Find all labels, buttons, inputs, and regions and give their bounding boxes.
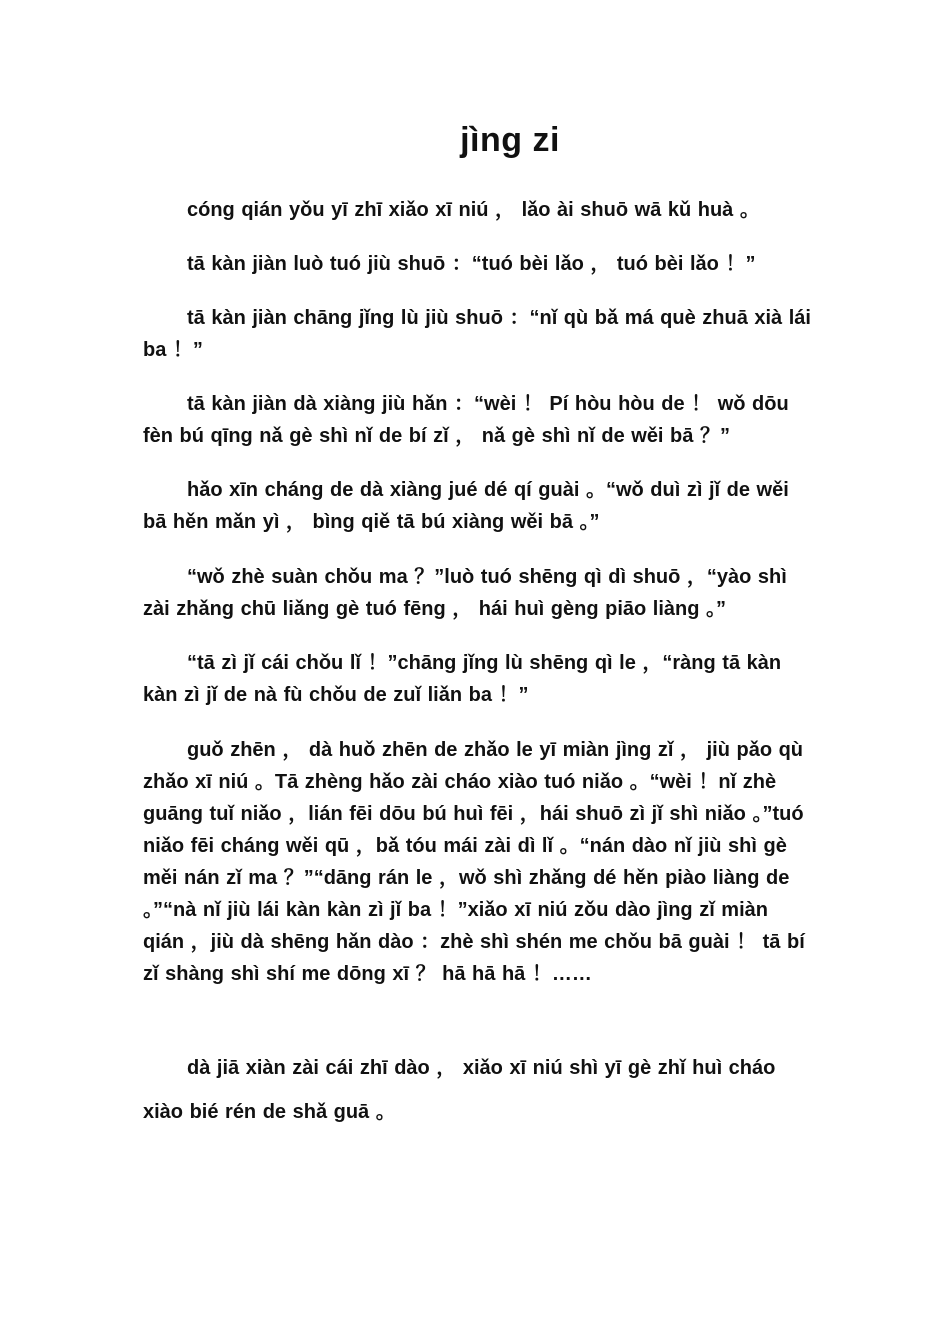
paragraph-1: cóng qián yǒu yī zhī xiǎo xī niú ， lǎo ài shuō wā kǔ huà 。 xyxy=(187,199,760,221)
page-title: jìng zi xyxy=(460,120,560,159)
paragraph-5: hǎo xīn cháng de dà xiàng jué dé qí guài 。“wǒ duì zì jǐ de wěi bā hěn mǎn yì ， bìng qiě tā bú xiàng wěi bā 。” xyxy=(143,479,789,533)
paragraph-3: tā kàn jiàn chāng jǐng lù jiù shuō ：“nǐ qù bǎ má què zhuā xià lái ba ！” xyxy=(143,307,811,361)
paragraph-9: dà jiā xiàn zài cái zhī dào ， xiǎo xī niú shì yī gè zhǐ huì cháo xiào bié rén de shǎ guā 。 xyxy=(143,1057,776,1123)
paragraph-6: “wǒ zhè suàn chǒu ma ？”luò tuó shēng qì dì shuō ，“yào shì zài zhǎng chū liǎng gè tuó fēng ， hái huì gèng piāo liàng 。” xyxy=(143,566,787,620)
paragraph-8: guǒ zhēn ， dà huǒ zhēn de zhǎo le yī miàn jìng zǐ ， jiù pǎo qù zhǎo xī niú 。Tā zhèng hǎo zài cháo xiào tuó niǎo 。“wèi ！nǐ zhè guāng tuǐ niǎo ，lián fēi dōu bú huì fēi ，hái shuō zì jǐ shì niǎo 。”tuó niǎo fēi cháng wěi qū ，bǎ tóu mái zài dì lǐ 。“nán dào nǐ jiù shì gè měi nán zǐ ma ？”“dāng rán le ，wǒ shì zhǎng dé hěn piào liàng de 。”“nà nǐ jiù lái kàn kàn zì jǐ ba ！”xiǎo xī niú zǒu dào jìng zǐ miàn qián ，jiù dà shēng hǎn dào ：zhè shì shén me chǒu bā guài ！ tā bí zǐ shàng shì shí me dōng xī ？ hā hā hā ！…… xyxy=(143,739,805,985)
paragraph-7: “tā zì jǐ cái chǒu lǐ ！”chāng jǐng lù shēng qì le ，“ràng tā kàn kàn zì jǐ de nà fù chǒu de zuǐ liǎn ba ！” xyxy=(143,652,782,706)
paragraph-2: tā kàn jiàn luò tuó jiù shuō ：“tuó bèi lǎo ， tuó bèi lǎo ！” xyxy=(187,253,756,275)
paragraph-4: tā kàn jiàn dà xiàng jiù hǎn ：“wèi ！ Pí hòu hòu de ！ wǒ dōu fèn bú qīng nǎ gè shì nǐ de bí zǐ ， nǎ gè shì nǐ de wěi bā ？” xyxy=(143,393,789,447)
